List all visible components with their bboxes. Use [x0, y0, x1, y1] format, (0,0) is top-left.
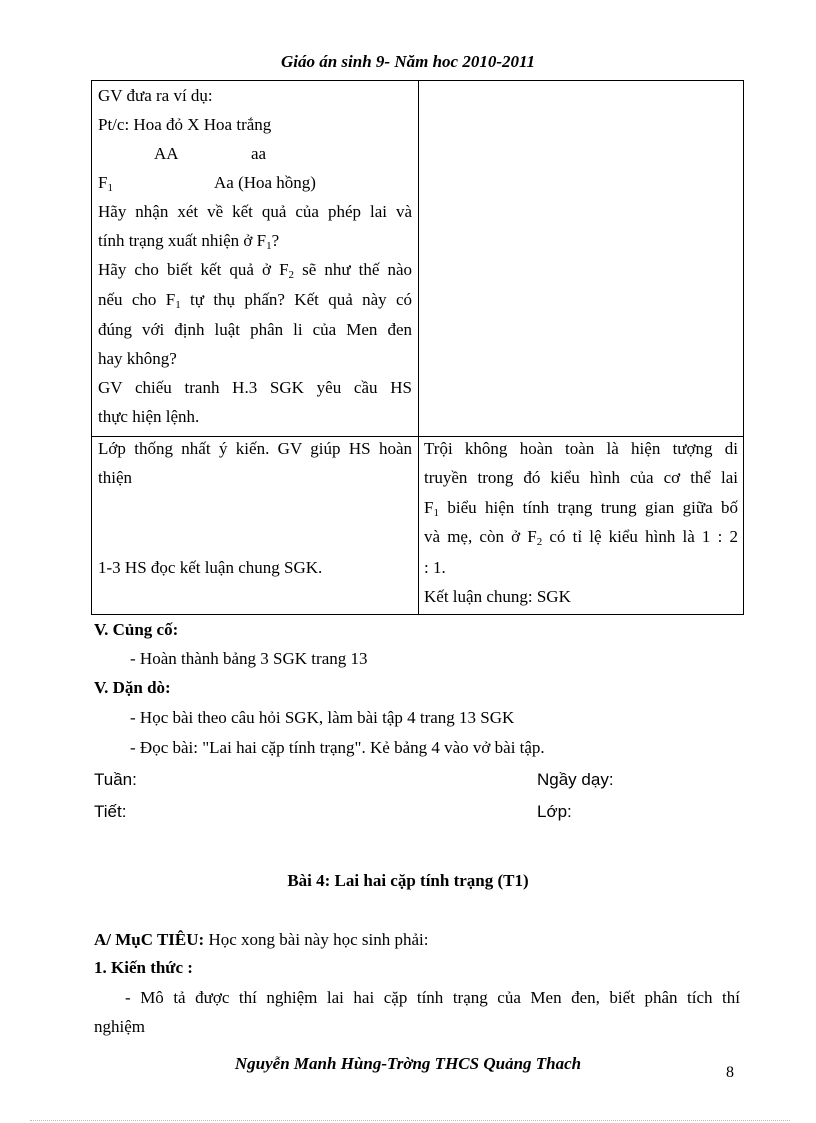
left-line: Hãy cho biết kết quả ở $F_2$ sẽ như thế nào [98, 260, 412, 281]
lop-label: Lớp: [537, 802, 572, 821]
left-line: GV đưa ra ví dụ: [98, 86, 213, 105]
muctieu-line: A/ MụC TIÊU: Học xong bài này học sinh phải: [94, 930, 429, 949]
cungco-heading: V. Củng cố: [94, 620, 179, 639]
left-line: nếu cho $F_1$ tự thụ phấn? Kết quả này có [98, 290, 412, 311]
page-header: Giáo án sinh 9- Năm hoc 2010-2011 [280, 52, 536, 71]
left-line: hay không? [98, 349, 177, 368]
left-line: Lớp thống nhất ý kiến. GV giúp HS hoàn [98, 439, 412, 458]
lesson-title: Bài 4: Lai hai cặp tính trạng (T1) [287, 871, 529, 890]
left-line: thiện [98, 468, 132, 487]
table-column-divider [418, 81, 419, 614]
left-line: thực hiện lệnh. [98, 407, 200, 426]
right-line: truyền trong đó kiểu hình của cơ thể lai [424, 468, 738, 487]
cungco-item: - Hoàn thành bảng 3 SGK trang 13 [130, 649, 368, 668]
kienthuc-item-cont: nghiệm [94, 1017, 145, 1036]
tiet-label: Tiết: [94, 802, 127, 821]
table-row-divider [92, 436, 743, 437]
right-line: Trội không hoàn toàn là hiện tượng di [424, 439, 738, 458]
right-line: : 1. [424, 558, 446, 577]
left-line: 1-3 HS đọc kết luận chung SGK. [98, 558, 323, 577]
right-line: Kết luận chung: SGK [424, 587, 571, 606]
right-line: và mẹ, còn ở $F_2$ có tỉ lệ kiểu hình là 1 : 2 [424, 527, 738, 548]
genotype-aa-dominant: AA [154, 144, 179, 163]
dando-item: - Đọc bài: "Lai hai cặp tính trạng". Kẻ bảng 4 vào vở bài tập. [130, 738, 545, 757]
left-line: tính trạng xuất nhiện ở $F_1$? [98, 231, 280, 252]
right-line: $F_1$ biểu hiện tính trạng trung gian giữa bố [424, 498, 738, 519]
left-line: Hãy nhận xét về kết quả của phép lai và [98, 202, 412, 221]
kienthuc-heading: 1. Kiến thức : [94, 958, 193, 977]
genotype-aa-recessive: aa [251, 144, 267, 163]
kienthuc-item: - Mô tả được thí nghiệm lai hai cặp tính trạng của Men đen, biết phân tích thí [125, 988, 740, 1007]
tuan-label: Tuần: [94, 770, 137, 789]
dando-item: - Học bài theo câu hỏi SGK, làm bài tập 4 trang 13 SGK [130, 708, 515, 727]
left-line: $F_1$ Aa (Hoa hồng) [98, 173, 316, 194]
page-number: 8 [726, 1064, 734, 1081]
page-footer: Nguyễn Manh Hùng-Trờng THCS Quảng Thach [234, 1054, 582, 1073]
page-bottom-rule [30, 1120, 790, 1121]
left-line: GV chiếu tranh H.3 SGK yêu cầu HS [98, 378, 412, 397]
ngay-day-label: Ngầy dạy: [537, 770, 614, 789]
left-line: đúng với định luật phân li của Men đen [98, 320, 412, 339]
lesson-table [91, 80, 744, 615]
dando-heading: V. Dặn dò: [94, 678, 171, 697]
left-line: Pt/c: Hoa đỏ X Hoa trắng [98, 115, 272, 134]
